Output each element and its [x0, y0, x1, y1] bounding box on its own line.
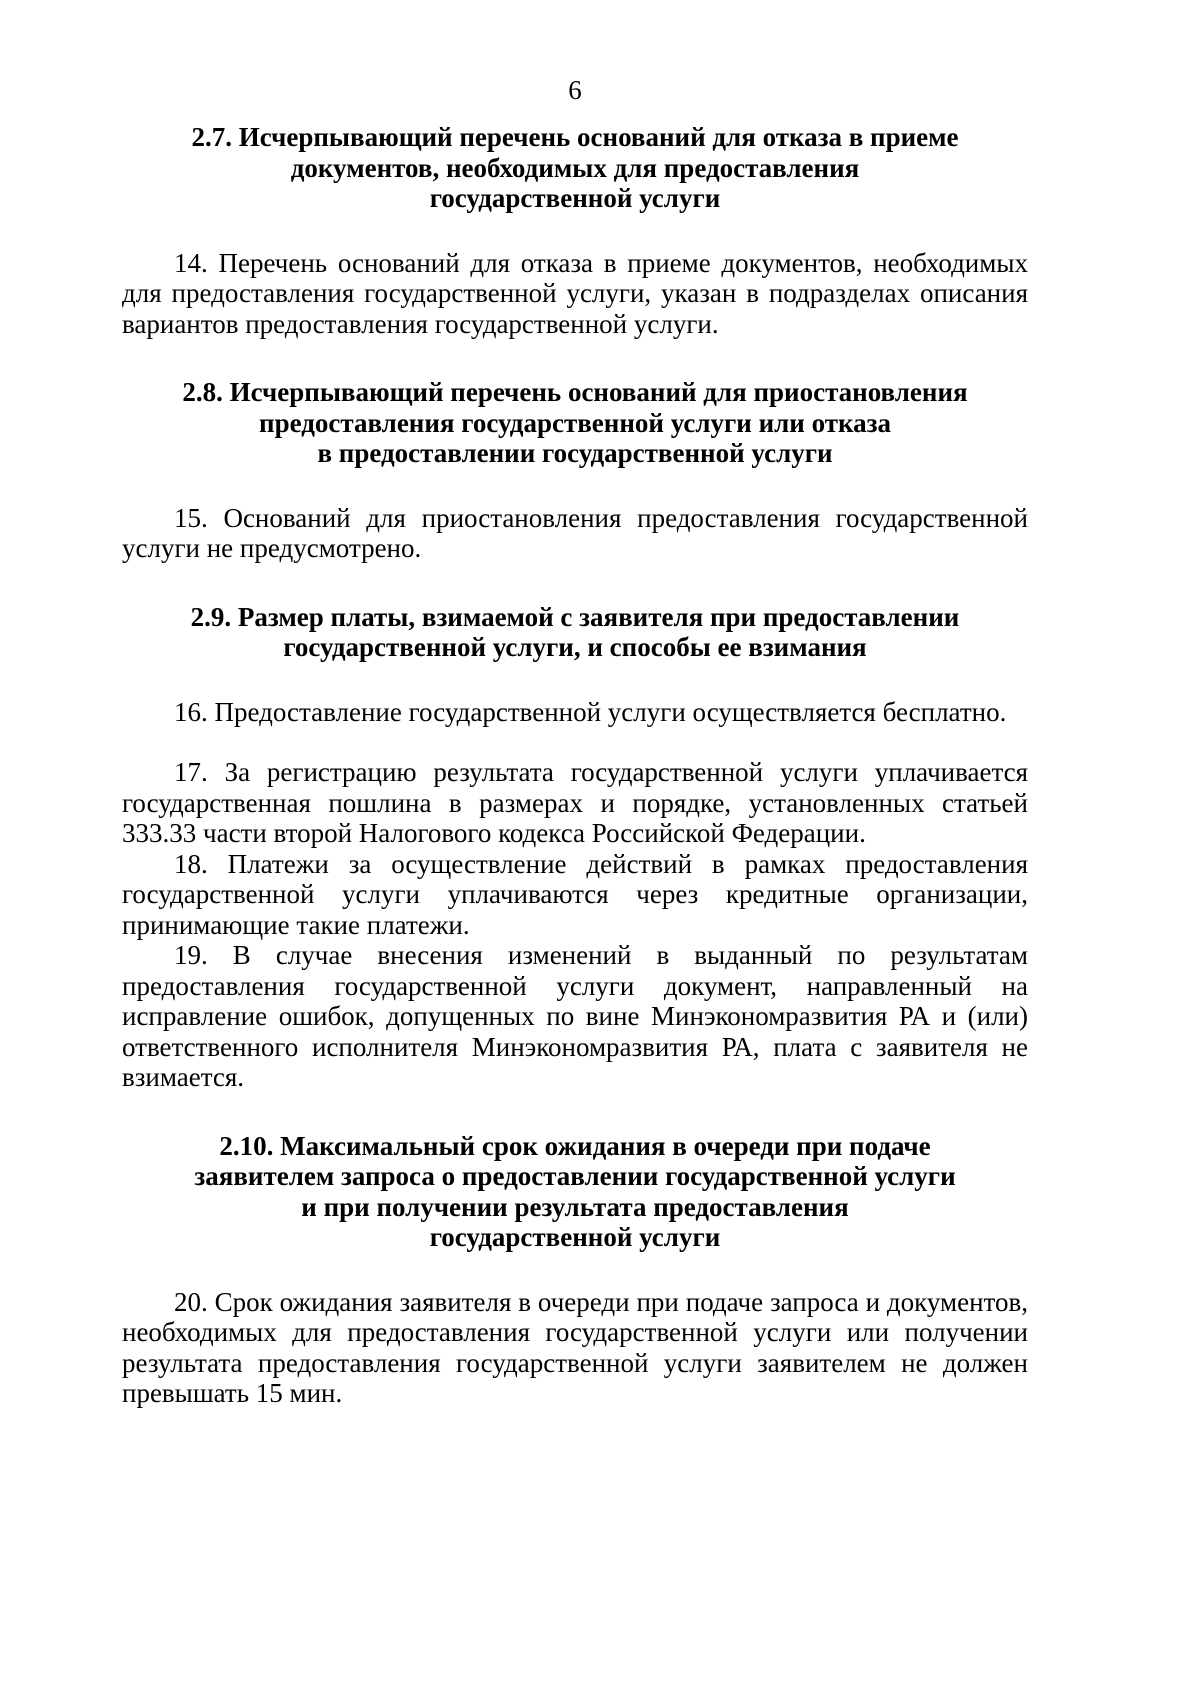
- section-heading-2-10: [122, 1131, 1028, 1253]
- heading-line: государственной услуги: [429, 183, 721, 213]
- heading-line: государственной услуги: [429, 1222, 721, 1252]
- section-heading-2-9: [122, 602, 1028, 663]
- paragraph-19: 19. В случае внесения изменений в выданный по результатам предоставления государственной услуги документ, направленный на исправление ошибок, допущенных по вине Минэкономразвития РА и (или) ответственного исполнителя Минэкономразвития РА, плата с заявителя не взимается.: [122, 940, 1028, 1092]
- heading-line: заявителем запроса о предоставлении государственной услуги: [194, 1161, 956, 1191]
- heading-line: 2.7. Исчерпывающий перечень оснований для отказа в приеме: [191, 122, 959, 152]
- heading-line: 2.8. Исчерпывающий перечень оснований для приостановления: [182, 377, 968, 407]
- heading-line: 2.9. Размер платы, взимаемой с заявителя при предоставлении: [190, 601, 960, 632]
- heading-line: государственной услуги, и способы ее взимания: [283, 632, 867, 662]
- heading-line: документов, необходимых для предоставления: [290, 152, 860, 183]
- section-heading-2-7: [122, 122, 1028, 214]
- paragraph-17: 17. За регистрацию результата государственной услуги уплачивается государственная пошлина в размерах и порядке, установленных статьей 333.33 части второй Налогового кодекса Российской Федерации.: [122, 757, 1028, 848]
- document-body: [122, 122, 1028, 1409]
- paragraph-16: 16. Предоставление государственной услуги осуществляется бесплатно.: [174, 696, 1007, 727]
- section-heading-2-8: [122, 377, 1028, 469]
- paragraph-18: 18. Платежи за осуществление действий в рамках предоставления государственной услуги уплачиваются через кредитные организации, принимающие такие платежи.: [122, 848, 1028, 940]
- heading-line: в предоставлении государственной услуги: [317, 438, 833, 468]
- paragraph-20: 20. Срок ожидания заявителя в очереди при подаче запроса и документов, необходимых для предоставления государственной услуги или получении результата предоставления государственной услуги заявителем не должен превышать 15 мин.: [122, 1286, 1028, 1408]
- paragraph-14: 14. Перечень оснований для отказа в приеме документов, необходимых для предоставления государственной услуги, указан в подразделах описания вариантов предоставления государственной услуги.: [122, 247, 1028, 339]
- heading-line: предоставления государственной услуги или отказа: [259, 407, 891, 438]
- paragraph-15: 15. Оснований для приостановления предоставления государственной услуги не предусмотрено.: [122, 502, 1028, 563]
- page-number: 6: [568, 75, 582, 105]
- heading-line: 2.10. Максимальный срок ожидания в очереди при подаче: [219, 1130, 931, 1161]
- heading-line: и при получении результата предоставления: [301, 1191, 849, 1222]
